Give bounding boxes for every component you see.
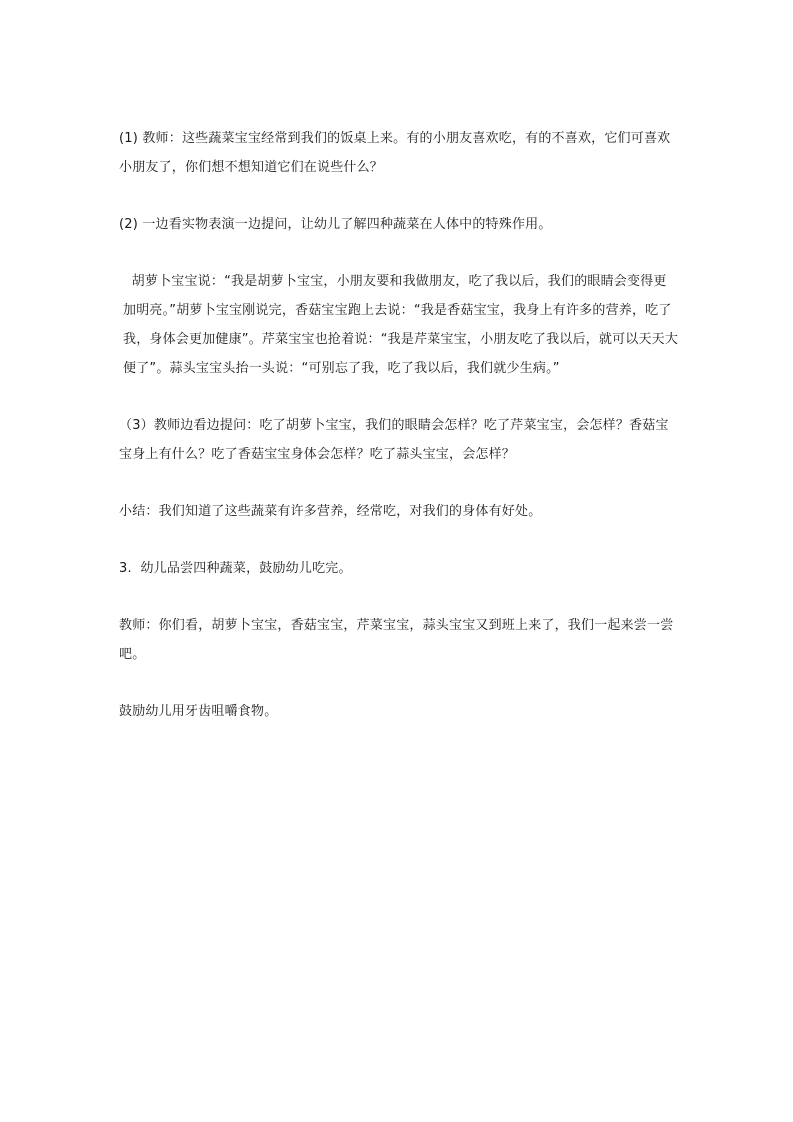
paragraph-teacher-intro: (1) 教师：这些蔬菜宝宝经常到我们的饭桌上来。有的小朋友喜欢吃，有的不喜欢，它们可喜欢小朋友了，你们想不想知道它们在说些什么？ (119, 131, 671, 175)
paragraph-teacher-invitation: 教师：你们看，胡萝卜宝宝，香菇宝宝，芹菜宝宝，蒜头宝宝又到班上来了，我们一起来尝一尝吧。 (119, 618, 674, 662)
paragraph-summary: 小结：我们知道了这些蔬菜有许多营养，经常吃，对我们的身体有好处。 (119, 504, 542, 519)
paragraph-vegetable-dialogue: 胡萝卜宝宝说：“我是胡萝卜宝宝，小朋友要和我做朋友，吃了我以后，我们的眼睛会变得更加明亮。”胡萝卜宝宝刚说完，香菇宝宝跑上去说：“我是香菇宝宝，我身上有许多的营养，吃了我，身体会更加健康”。芹菜宝宝也抢着说：“我是芹菜宝宝，小朋友吃了我以后，就可以天天大便了”。蒜头宝宝头抬一头说：“可别忘了我，吃了我以后，我们就少生病。” (123, 274, 679, 376)
paragraph-demonstration-step: (2) 一边看实物表演一边提问，让幼儿了解四种蔬菜在人体中的特殊作用。 (119, 217, 552, 232)
paragraph-teacher-questions: （3）教师边看边提问：吃了胡萝卜宝宝，我们的眼睛会怎样？吃了芹菜宝宝，会怎样？香菇宝宝身上有什么？吃了香菇宝宝身体会怎样？吃了蒜头宝宝，会怎样？ (119, 418, 669, 462)
document-body (119, 124, 679, 726)
paragraph-chewing-encouragement: 鼓励幼儿用牙齿咀嚼食物。 (119, 704, 278, 719)
paragraph-tasting-step: 3. 幼儿品尝四种蔬菜，鼓励幼儿吃完。 (119, 561, 352, 576)
